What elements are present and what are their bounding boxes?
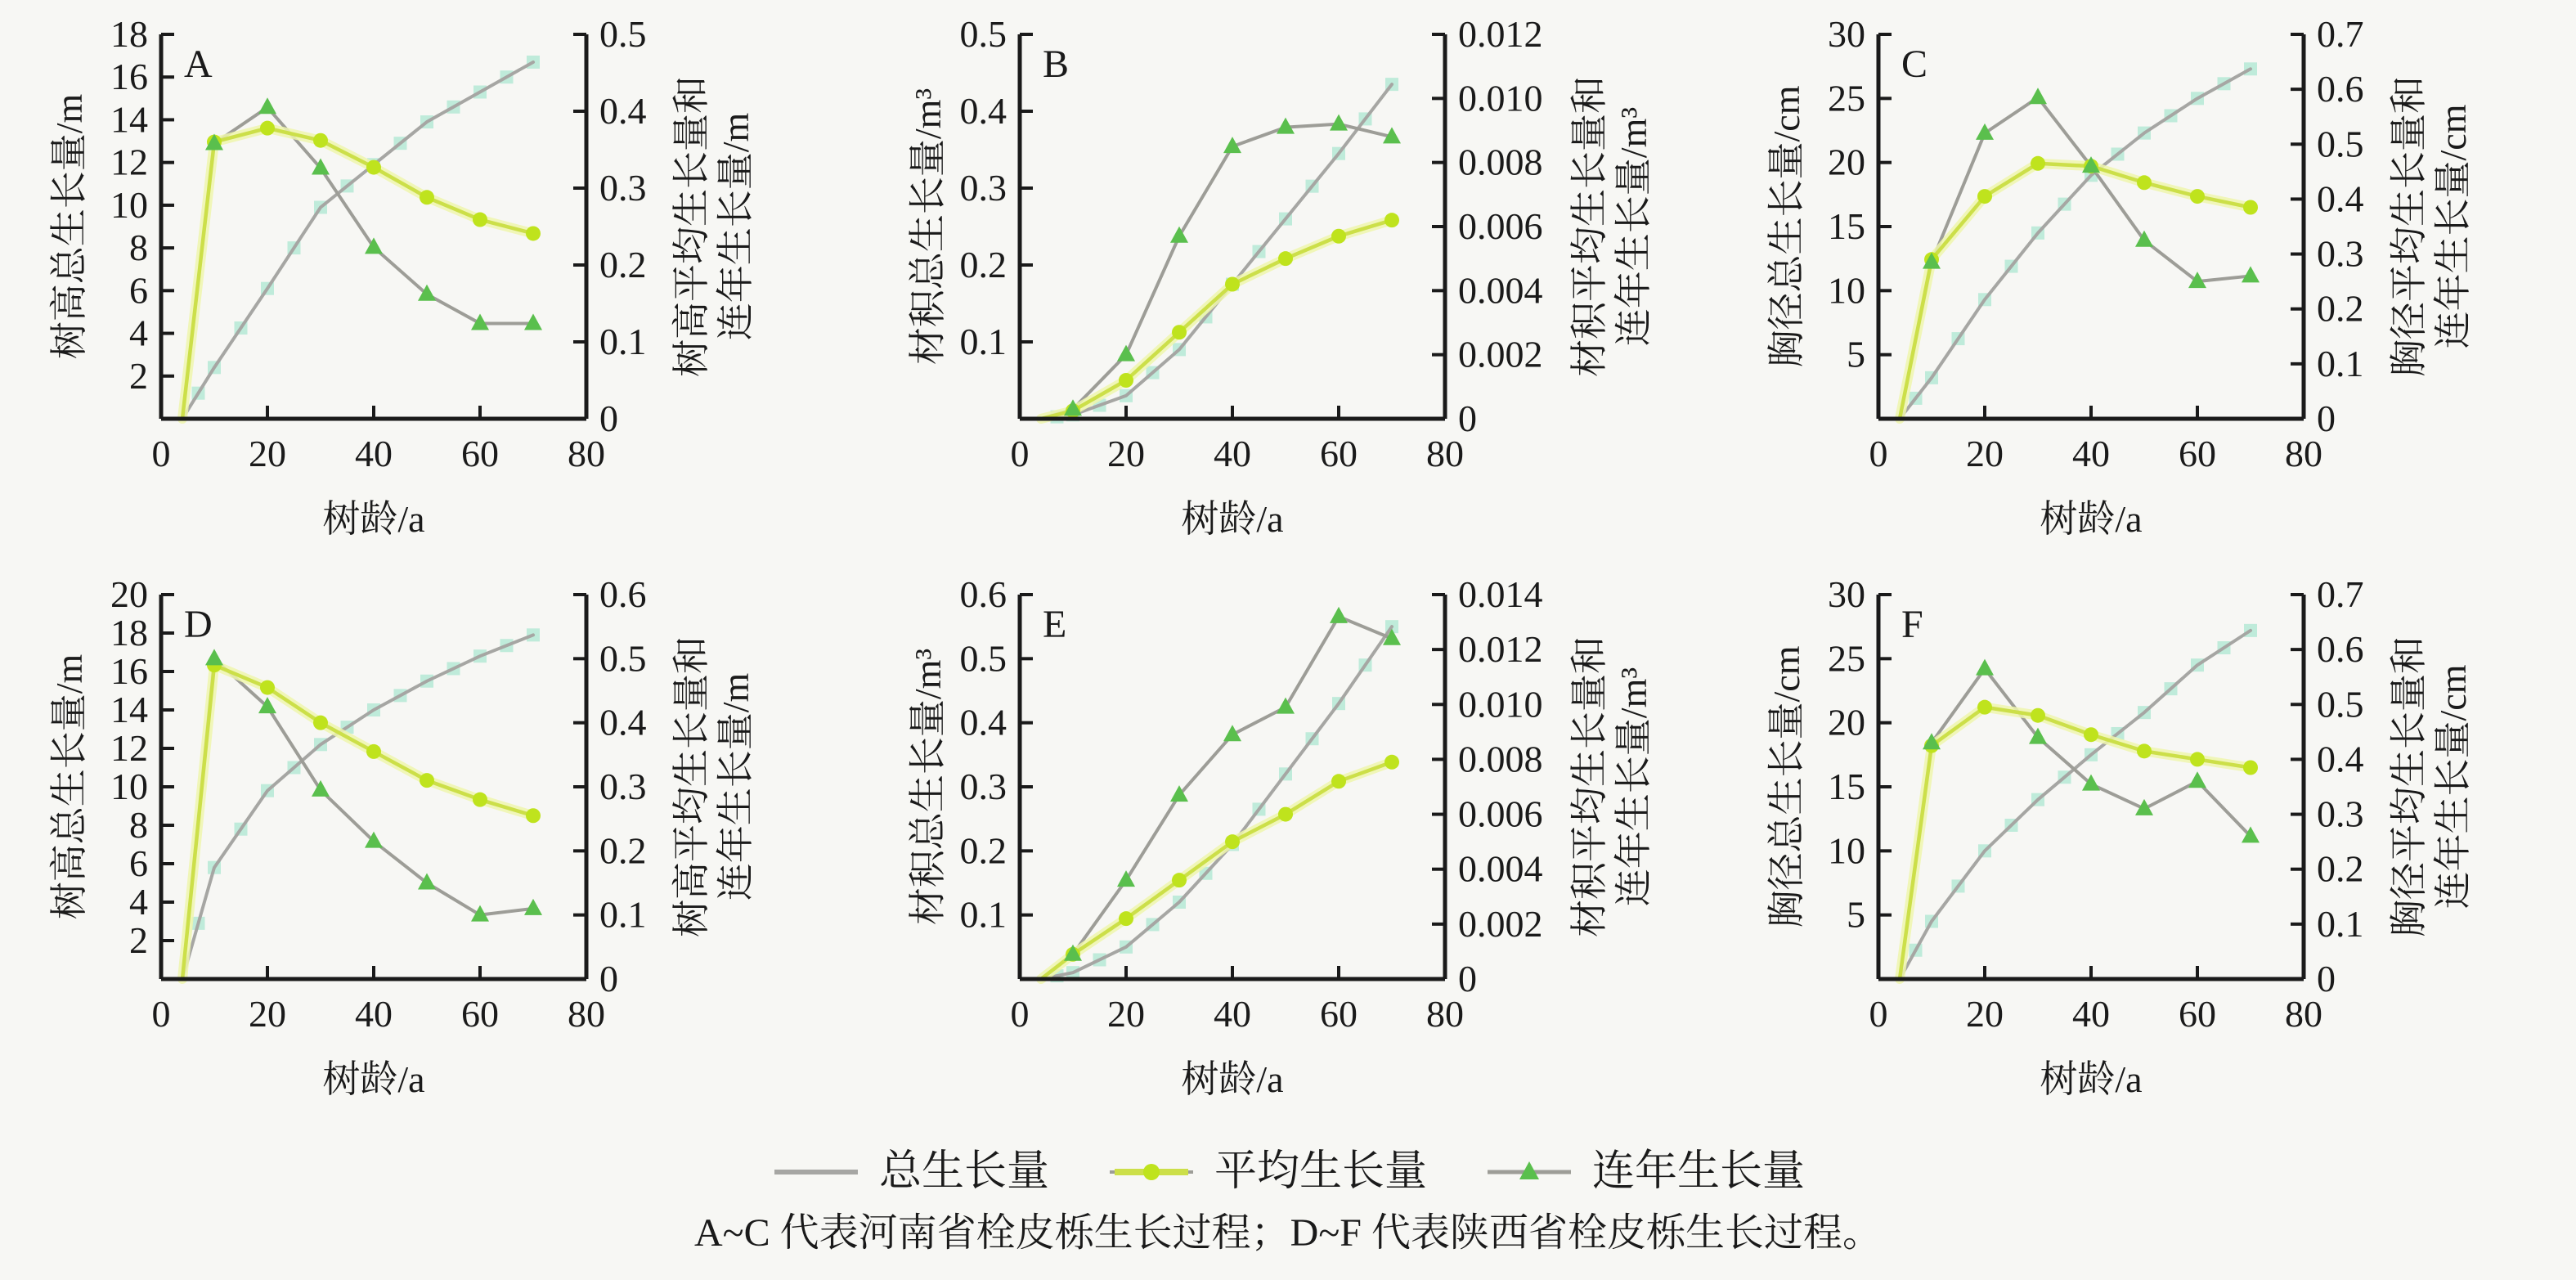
right-tick-label: 0.5 — [2317, 123, 2364, 165]
panel-letter: D — [184, 603, 213, 646]
right-tick-label: 0.002 — [1458, 333, 1543, 375]
left-tick-label: 30 — [1828, 13, 1865, 55]
x-tick-label: 40 — [2072, 993, 2110, 1035]
total-series-line — [1900, 69, 2251, 419]
x-tick-label: 80 — [568, 433, 605, 474]
right-tick-label: 0.1 — [2317, 342, 2364, 384]
x-tick-label: 40 — [355, 993, 393, 1035]
mean-series-marker — [2031, 708, 2045, 723]
left-tick-label: 4 — [129, 312, 148, 354]
annual-series-line — [1041, 617, 1392, 979]
annual-series-marker — [1117, 345, 1135, 362]
right-tick-label: 0 — [2317, 397, 2336, 439]
mean-series-marker — [1331, 774, 1346, 788]
legend-label-total: 总生长量 — [878, 1148, 1049, 1195]
right-tick-label: 0 — [1458, 397, 1477, 439]
right-axis-title-line2: 连年生长量/m³ — [1613, 667, 1654, 907]
right-axis-title-line2: 连年生长量/m³ — [1613, 106, 1654, 347]
right-tick-label: 0 — [599, 397, 618, 439]
mean-series-marker — [366, 160, 381, 175]
left-axis-title: 胸径总生长量/cm — [1766, 85, 1807, 368]
left-tick-label: 5 — [1847, 333, 1865, 375]
x-axis-title: 树龄/a — [1181, 498, 1284, 540]
annual-series-marker — [258, 97, 276, 114]
panel-d-svg — [0, 560, 859, 1133]
right-tick-label: 0.1 — [599, 893, 647, 936]
left-tick-label: 12 — [110, 727, 148, 769]
panel-c-svg — [1717, 0, 2576, 560]
right-tick-label: 0.2 — [599, 829, 647, 872]
x-tick-label: 0 — [1869, 433, 1888, 474]
annual-series-line — [1041, 124, 1392, 419]
right-tick-label: 0.002 — [1458, 902, 1543, 945]
left-tick-label: 0.1 — [959, 893, 1007, 936]
panel-letter: B — [1043, 43, 1070, 86]
right-tick-label: 0.4 — [599, 701, 647, 743]
right-tick-label: 0.3 — [2317, 232, 2364, 275]
mean-series-line — [182, 128, 533, 419]
legend-item-mean — [1106, 1148, 1427, 1195]
left-tick-label: 0.2 — [959, 244, 1007, 285]
annual-series-marker — [2029, 88, 2047, 104]
left-tick-label: 2 — [129, 354, 148, 397]
x-tick-label: 20 — [1966, 993, 2004, 1035]
x-tick-label: 40 — [1214, 433, 1251, 474]
panel-f-svg — [1717, 560, 2576, 1133]
x-tick-label: 60 — [461, 433, 499, 474]
left-tick-label: 6 — [129, 269, 148, 312]
left-tick-label: 15 — [1828, 766, 1865, 807]
x-tick-label: 40 — [1214, 993, 1251, 1035]
caption-row — [0, 1210, 2576, 1275]
annual-series-line — [1900, 669, 2251, 979]
mean-series-marker — [473, 213, 487, 227]
x-axis-title: 树龄/a — [322, 1058, 425, 1100]
mean-series-marker — [1331, 229, 1346, 244]
left-axis-title: 材积总生长量/m³ — [907, 88, 949, 366]
x-tick-label: 0 — [151, 433, 171, 474]
mean-series-marker — [2190, 752, 2205, 766]
left-tick-label: 18 — [110, 612, 148, 653]
x-tick-label: 20 — [1107, 993, 1145, 1035]
x-tick-label: 40 — [355, 433, 393, 474]
x-tick-label: 80 — [1426, 993, 1464, 1035]
x-tick-label: 20 — [1107, 433, 1145, 474]
mean-series-marker — [1225, 834, 1240, 849]
left-tick-label: 30 — [1828, 573, 1865, 615]
x-tick-label: 60 — [1320, 993, 1358, 1035]
mean-series-marker — [313, 133, 328, 148]
total-series-line — [1041, 84, 1392, 419]
right-tick-label: 0.2 — [2317, 847, 2364, 890]
mean-series-glow — [182, 128, 533, 419]
left-axis-title: 树高总生长量/m — [48, 653, 90, 920]
left-tick-label: 0.4 — [959, 701, 1007, 743]
left-tick-label: 16 — [110, 56, 148, 98]
chart-panel-f — [1717, 560, 2576, 1133]
panel-letter: A — [184, 43, 213, 86]
figure-caption: A~C 代表河南省栓皮栎生长过程；D~F 代表陕西省栓皮栎生长过程。 — [694, 1211, 1882, 1255]
left-tick-label: 25 — [1828, 637, 1865, 680]
mean-series-marker — [1172, 873, 1187, 887]
mean-series-marker — [1172, 325, 1187, 339]
right-tick-label: 0.3 — [599, 167, 647, 209]
panel-e-svg — [859, 560, 1717, 1133]
right-axis-title-line1: 材积平均生长量和 — [1568, 636, 1610, 937]
mean-series-marker — [1278, 251, 1293, 266]
right-axis-title-line1: 胸径平均生长量和 — [2388, 636, 2430, 937]
right-axis-title-line1: 胸径平均生长量和 — [2388, 76, 2430, 377]
left-tick-label: 14 — [110, 98, 148, 141]
left-tick-label: 10 — [110, 766, 148, 807]
right-tick-label: 0.2 — [2317, 287, 2364, 330]
left-tick-label: 20 — [1828, 701, 1865, 743]
left-tick-label: 0.1 — [959, 321, 1007, 362]
annual-swatch-svg — [1484, 1154, 1574, 1190]
left-tick-label: 15 — [1828, 205, 1865, 247]
left-tick-label: 10 — [1828, 829, 1865, 872]
legend-label-annual: 连年生长量 — [1592, 1148, 1806, 1195]
right-tick-label: 0.006 — [1458, 793, 1543, 835]
right-tick-label: 0.7 — [2317, 573, 2364, 615]
right-tick-label: 0.1 — [2317, 902, 2364, 945]
annual-series-marker — [205, 649, 223, 665]
panel-letter: C — [1901, 43, 1928, 86]
left-tick-label: 0.2 — [959, 829, 1007, 872]
left-tick-label: 0.3 — [959, 766, 1007, 807]
chart-panel-b — [859, 0, 1717, 560]
left-tick-label: 0.6 — [959, 573, 1007, 615]
annual-series-marker — [524, 899, 542, 915]
right-tick-label: 0.012 — [1458, 13, 1543, 55]
right-tick-label: 0.014 — [1458, 573, 1543, 615]
mean-series-marker — [1119, 911, 1133, 926]
right-axis-title-line2: 连年生长量/cm — [2432, 664, 2474, 909]
right-axis-title-line1: 树高平均生长量和 — [671, 636, 712, 937]
right-tick-label: 0.3 — [599, 766, 647, 807]
annual-series-marker — [1277, 698, 1295, 714]
x-tick-label: 40 — [2072, 433, 2110, 474]
left-axis-title: 树高总生长量/m — [48, 93, 90, 360]
right-tick-label: 0.5 — [599, 13, 647, 55]
x-tick-label: 0 — [151, 993, 171, 1035]
mean-series-glow — [1900, 707, 2251, 979]
left-tick-label: 12 — [110, 141, 148, 183]
legend-item-annual — [1484, 1148, 1806, 1195]
left-tick-label: 4 — [129, 881, 148, 923]
left-tick-label: 8 — [129, 227, 148, 269]
panel-b-svg — [859, 0, 1717, 560]
panel-letter: E — [1043, 603, 1067, 646]
left-tick-label: 0.5 — [959, 637, 1007, 680]
figure-legend — [0, 1134, 2576, 1210]
annual-series-marker — [1330, 607, 1348, 623]
legend-item-total — [771, 1148, 1049, 1195]
right-tick-label: 0.004 — [1458, 847, 1543, 890]
right-tick-label: 0.5 — [599, 637, 647, 680]
left-axis-title: 胸径总生长量/cm — [1766, 645, 1807, 928]
total-series-line — [182, 62, 533, 419]
mean-swatch-marker — [1143, 1164, 1160, 1180]
left-tick-label: 0.4 — [959, 90, 1007, 132]
mean-series-marker — [420, 773, 434, 788]
x-tick-label: 0 — [1010, 433, 1030, 474]
left-tick-label: 2 — [129, 919, 148, 961]
x-axis-title: 树龄/a — [1181, 1058, 1284, 1100]
annual-series-marker — [2242, 266, 2260, 282]
right-tick-label: 0.7 — [2317, 13, 2364, 55]
mean-series-marker — [526, 226, 541, 240]
right-tick-label: 0.012 — [1458, 628, 1543, 671]
mean-series-marker — [1278, 807, 1293, 822]
mean-swatch-svg — [1106, 1154, 1196, 1190]
mean-series-glow — [182, 665, 533, 979]
x-tick-label: 0 — [1869, 993, 1888, 1035]
right-tick-label: 0 — [599, 958, 618, 999]
mean-series-marker — [2031, 156, 2045, 171]
annual-series-line — [1900, 97, 2251, 419]
left-tick-label: 18 — [110, 13, 148, 55]
total-series-line — [182, 635, 533, 979]
right-tick-label: 0.008 — [1458, 141, 1543, 183]
mean-series-marker — [473, 793, 487, 807]
x-tick-label: 20 — [1966, 433, 2004, 474]
right-tick-label: 0.4 — [599, 90, 647, 132]
mean-series-marker — [1384, 213, 1399, 227]
right-tick-label: 0.6 — [2317, 68, 2364, 110]
chart-panel-a — [0, 0, 859, 560]
right-tick-label: 0.004 — [1458, 269, 1543, 312]
left-tick-label: 5 — [1847, 893, 1865, 936]
x-tick-label: 80 — [1426, 433, 1464, 474]
annual-series-marker — [418, 874, 436, 890]
right-tick-label: 0.6 — [599, 573, 647, 615]
panel-a-svg — [0, 0, 859, 560]
annual-series-marker — [1976, 659, 1994, 676]
chart-panel-c — [1717, 0, 2576, 560]
right-tick-label: 0.006 — [1458, 205, 1543, 247]
mean-series-marker — [2190, 189, 2205, 204]
x-tick-label: 80 — [2285, 993, 2322, 1035]
left-tick-label: 16 — [110, 650, 148, 692]
annual-series-marker — [2188, 771, 2206, 788]
x-axis-title: 树龄/a — [2040, 1058, 2143, 1100]
x-tick-label: 60 — [2179, 993, 2216, 1035]
mean-line-swatch — [1106, 1154, 1196, 1190]
annual-line-swatch — [1484, 1154, 1574, 1190]
annual-series-line — [182, 658, 533, 979]
mean-series-marker — [526, 808, 541, 823]
left-axis-title: 材积总生长量/m³ — [907, 648, 949, 926]
left-tick-label: 0.3 — [959, 167, 1007, 209]
chart-panel-e — [859, 560, 1717, 1133]
right-axis-title-line1: 树高平均生长量和 — [671, 76, 712, 377]
right-tick-label: 0.1 — [599, 321, 647, 362]
mean-series-marker — [366, 744, 381, 759]
total-series-line — [1900, 631, 2251, 979]
left-tick-label: 8 — [129, 804, 148, 846]
right-axis-title-line2: 连年生长量/m — [715, 112, 756, 341]
mean-series-line — [1041, 762, 1392, 979]
right-tick-label: 0.008 — [1458, 738, 1543, 780]
right-tick-label: 0.6 — [2317, 628, 2364, 671]
mean-series-marker — [1977, 700, 1992, 715]
right-tick-label: 0.5 — [2317, 683, 2364, 725]
x-axis-title: 树龄/a — [2040, 498, 2143, 540]
x-tick-label: 20 — [249, 433, 286, 474]
mean-series-marker — [1977, 189, 1992, 204]
left-tick-label: 6 — [129, 842, 148, 884]
right-tick-label: 0.2 — [599, 244, 647, 285]
chart-panel-d — [0, 560, 859, 1133]
mean-series-marker — [1119, 373, 1133, 388]
left-tick-label: 20 — [110, 573, 148, 615]
left-tick-label: 20 — [1828, 141, 1865, 183]
right-tick-label: 0 — [1458, 958, 1477, 999]
left-tick-label: 25 — [1828, 77, 1865, 119]
left-tick-label: 10 — [1828, 269, 1865, 312]
left-tick-label: 14 — [110, 689, 148, 730]
mean-series-marker — [1384, 755, 1399, 770]
mean-series-marker — [2084, 727, 2098, 742]
right-tick-label: 0.4 — [2317, 738, 2364, 780]
right-tick-label: 0.3 — [2317, 793, 2364, 835]
mean-series-marker — [2137, 175, 2152, 190]
left-tick-label: 0.5 — [959, 13, 1007, 55]
annual-series-marker — [1976, 124, 1994, 140]
mean-series-marker — [1225, 277, 1240, 292]
panel-letter: F — [1901, 603, 1923, 646]
total-line-swatch — [771, 1154, 861, 1190]
right-tick-label: 0.010 — [1458, 683, 1543, 725]
x-tick-label: 60 — [461, 993, 499, 1035]
x-tick-label: 0 — [1010, 993, 1030, 1035]
annual-series-marker — [1330, 115, 1348, 131]
x-tick-label: 60 — [2179, 433, 2216, 474]
x-tick-label: 80 — [568, 993, 605, 1035]
annual-series-marker — [1170, 227, 1188, 243]
mean-series-marker — [2137, 743, 2152, 758]
mean-series-marker — [260, 680, 275, 695]
x-tick-label: 80 — [2285, 433, 2322, 474]
left-tick-label: 10 — [110, 183, 148, 226]
mean-series-marker — [420, 190, 434, 204]
mean-series-glow — [1041, 762, 1392, 979]
right-tick-label: 0.4 — [2317, 177, 2364, 220]
right-axis-title-line1: 材积平均生长量和 — [1568, 76, 1610, 377]
mean-series-marker — [2243, 761, 2258, 775]
right-axis-title-line2: 连年生长量/m — [715, 672, 756, 901]
mean-series-marker — [2243, 200, 2258, 215]
mean-series-marker — [313, 716, 328, 730]
right-axis-title-line2: 连年生长量/cm — [2432, 104, 2474, 349]
total-swatch-svg — [771, 1154, 861, 1190]
x-axis-title: 树龄/a — [322, 498, 425, 540]
mean-series-marker — [260, 121, 275, 136]
mean-series-line — [1900, 707, 2251, 979]
legend-label-mean: 平均生长量 — [1214, 1148, 1427, 1195]
x-tick-label: 20 — [249, 993, 286, 1035]
mean-series-line — [182, 665, 533, 979]
right-tick-label: 0 — [2317, 958, 2336, 999]
right-tick-label: 0.010 — [1458, 77, 1543, 119]
x-tick-label: 60 — [1320, 433, 1358, 474]
